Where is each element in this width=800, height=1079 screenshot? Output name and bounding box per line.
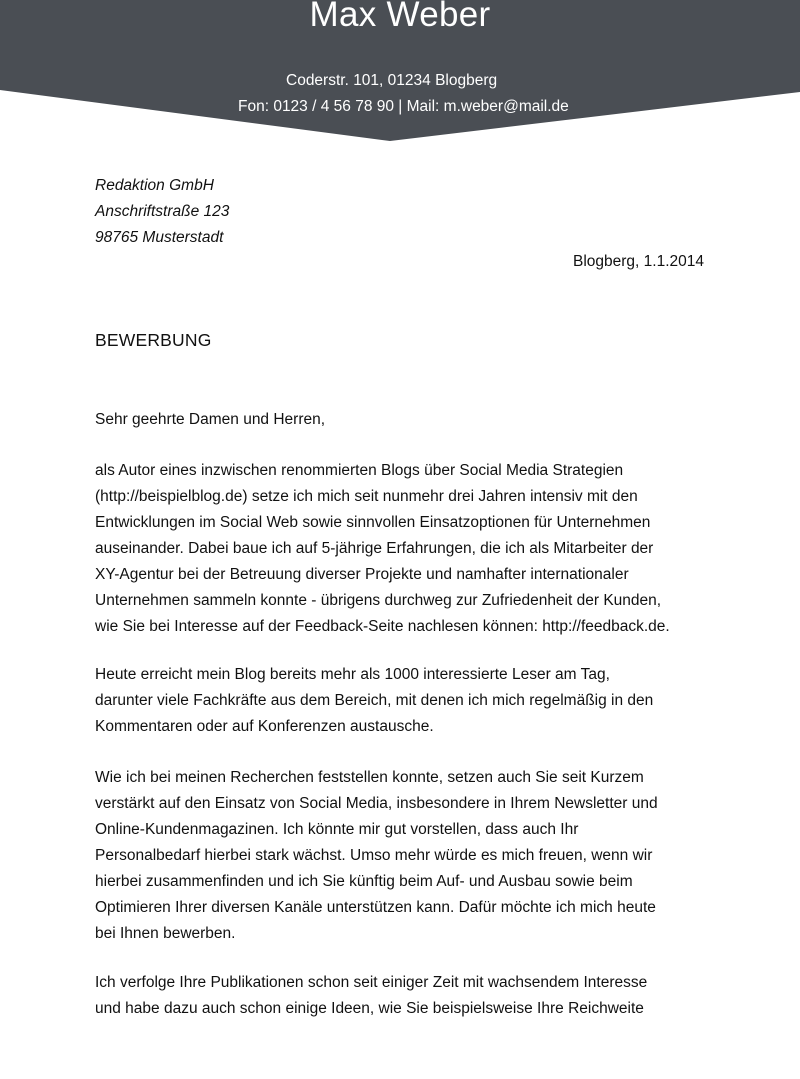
body-line: Entwicklungen im Social Web sowie sinnvollen Einsatzoptionen für Unternehmen: [95, 514, 651, 531]
body-line: Optimieren Ihrer diversen Kanäle unterstützen kann. Dafür möchte ich mich heute: [95, 899, 656, 916]
body-paragraph-4: [95, 970, 715, 1022]
recipient-address-block: [95, 173, 229, 251]
letter-salutation: Sehr geehrte Damen und Herren,: [95, 411, 326, 428]
body-line: wie Sie bei Interesse auf der Feedback-Seite nachlesen können: http://feedback.de.: [95, 618, 670, 635]
body-line: Heute erreicht mein Blog bereits mehr als 1000 interessierte Leser am Tag,: [95, 666, 610, 683]
body-line: hierbei zusammenfinden und ich Sie künftig beim Auf- und Ausbau sowie beim: [95, 873, 633, 890]
body-paragraph-3: [95, 765, 715, 947]
body-line: und habe dazu auch schon einige Ideen, wie Sie beispielsweise Ihre Reichweite: [95, 1000, 644, 1017]
body-line: bei Ihnen bewerben.: [95, 925, 236, 942]
letter-subject: BEWERBUNG: [95, 330, 212, 350]
body-line: verstärkt auf den Einsatz von Social Media, insbesondere in Ihrem Newsletter und: [95, 795, 658, 812]
body-line: Online-Kundenmagazinen. Ich könnte mir gut vorstellen, dass auch Ihr: [95, 821, 579, 838]
recipient-company: Redaktion GmbH: [95, 177, 214, 194]
body-line: Unternehmen sammeln konnte - übrigens durchweg zur Zufriedenheit der Kunden,: [95, 592, 662, 609]
sender-address: Coderstr. 101, 01234 Blogberg: [286, 72, 498, 89]
body-line: auseinander. Dabei baue ich auf 5-jährige Erfahrungen, die ich als Mitarbeiter der: [95, 540, 654, 557]
body-line: Kommentaren oder auf Konferenzen austausche.: [95, 718, 434, 735]
body-line: darunter viele Fachkräfte aus dem Bereich, mit denen ich mich regelmäßig in den: [95, 692, 654, 709]
recipient-city: 98765 Musterstadt: [95, 229, 224, 246]
body-paragraph-2: [95, 662, 715, 740]
body-line: (http://beispielblog.de) setze ich mich seit nunmehr drei Jahren intensiv mit den: [95, 488, 638, 505]
sender-name: Max Weber: [309, 0, 491, 34]
body-line: Ich verfolge Ihre Publikationen schon seit einiger Zeit mit wachsendem Interesse: [95, 974, 648, 991]
body-line: XY-Agentur bei der Betreuung diverser Projekte und namhafter internationaler: [95, 566, 629, 583]
sender-contact: Fon: 0123 / 4 56 78 90 | Mail: m.weber@mail.de: [238, 98, 569, 115]
body-line: Personalbedarf hierbei stark wächst. Umso mehr würde es mich freuen, wenn wir: [95, 847, 653, 864]
letter-date: Blogberg, 1.1.2014: [573, 253, 704, 270]
body-line: Wie ich bei meinen Recherchen feststellen konnte, setzen auch Sie seit Kurzem: [95, 769, 644, 786]
body-paragraph-1: [95, 458, 715, 640]
body-line: als Autor eines inzwischen renommierten Blogs über Social Media Strategien: [95, 462, 624, 479]
recipient-street: Anschriftstraße 123: [95, 203, 230, 220]
